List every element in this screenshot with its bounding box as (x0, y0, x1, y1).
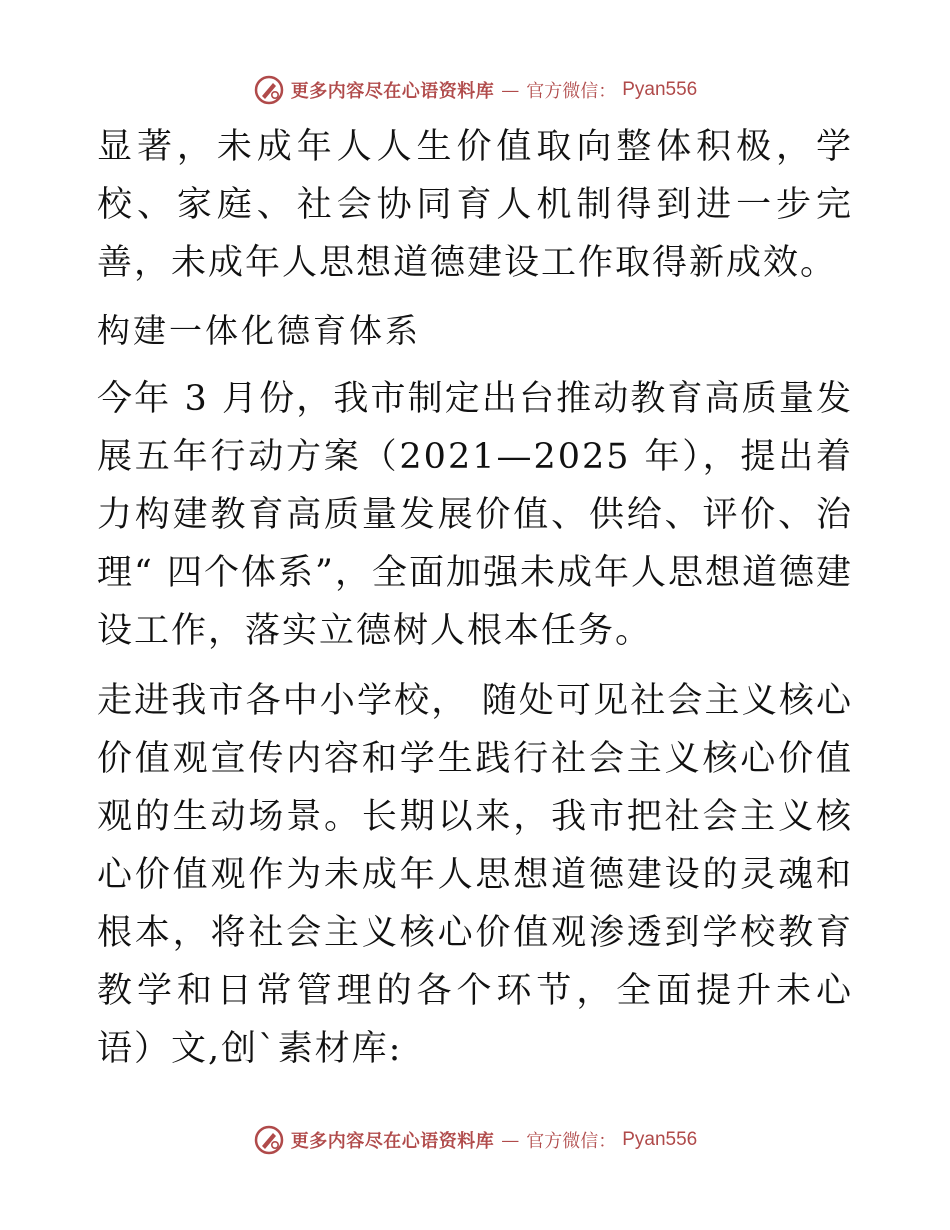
section-heading: 构建一体化德育体系 (97, 311, 421, 350)
pen-circle-logo-icon (253, 1124, 285, 1156)
pen-circle-logo-icon (253, 74, 285, 106)
brand-text: 更多内容尽在心语资料库 (290, 81, 495, 102)
brand-separator: — (501, 79, 520, 101)
paragraph-3: 走进我市各中小学校， 随处可见社会主义核心价值观宣传内容和学生践行社会主义核心价值观的生动场景。长期以来，我市把社会主义核心价值观作为未成年人思想道德建设的灵魂和根本，将社会主义核心价值观渗透到学校教育教学和日常管理的各个环节，全面提升未心语）文,创`素材库: (97, 681, 853, 1069)
wechat-id: Pyan556 (622, 79, 698, 100)
header-watermark-banner (0, 70, 950, 110)
document-body (97, 118, 853, 1078)
wechat-label: 官方微信： (526, 1131, 617, 1152)
brand-separator: — (501, 1129, 520, 1151)
brand-text: 更多内容尽在心语资料库 (290, 1131, 495, 1152)
wechat-id: Pyan556 (622, 1129, 698, 1150)
paragraph-2: 今年 3 月份，我市制定出台推动教育高质量发展五年行动方案（2021—2025 年），提出着力构建教育高质量发展价值、供给、评价、治理“ 四个体系”，全面加强未成年人思想道德建设工作，落实立德树人根本任务。 (97, 379, 853, 651)
footer-watermark-banner (0, 1120, 950, 1160)
paragraph-1: 显著，未成年人人生价值取向整体积极，学校、家庭、社会协同育人机制得到进一步完善，未成年人思想道德建设工作取得新成效。 (97, 127, 853, 283)
wechat-label: 官方微信： (526, 81, 617, 102)
